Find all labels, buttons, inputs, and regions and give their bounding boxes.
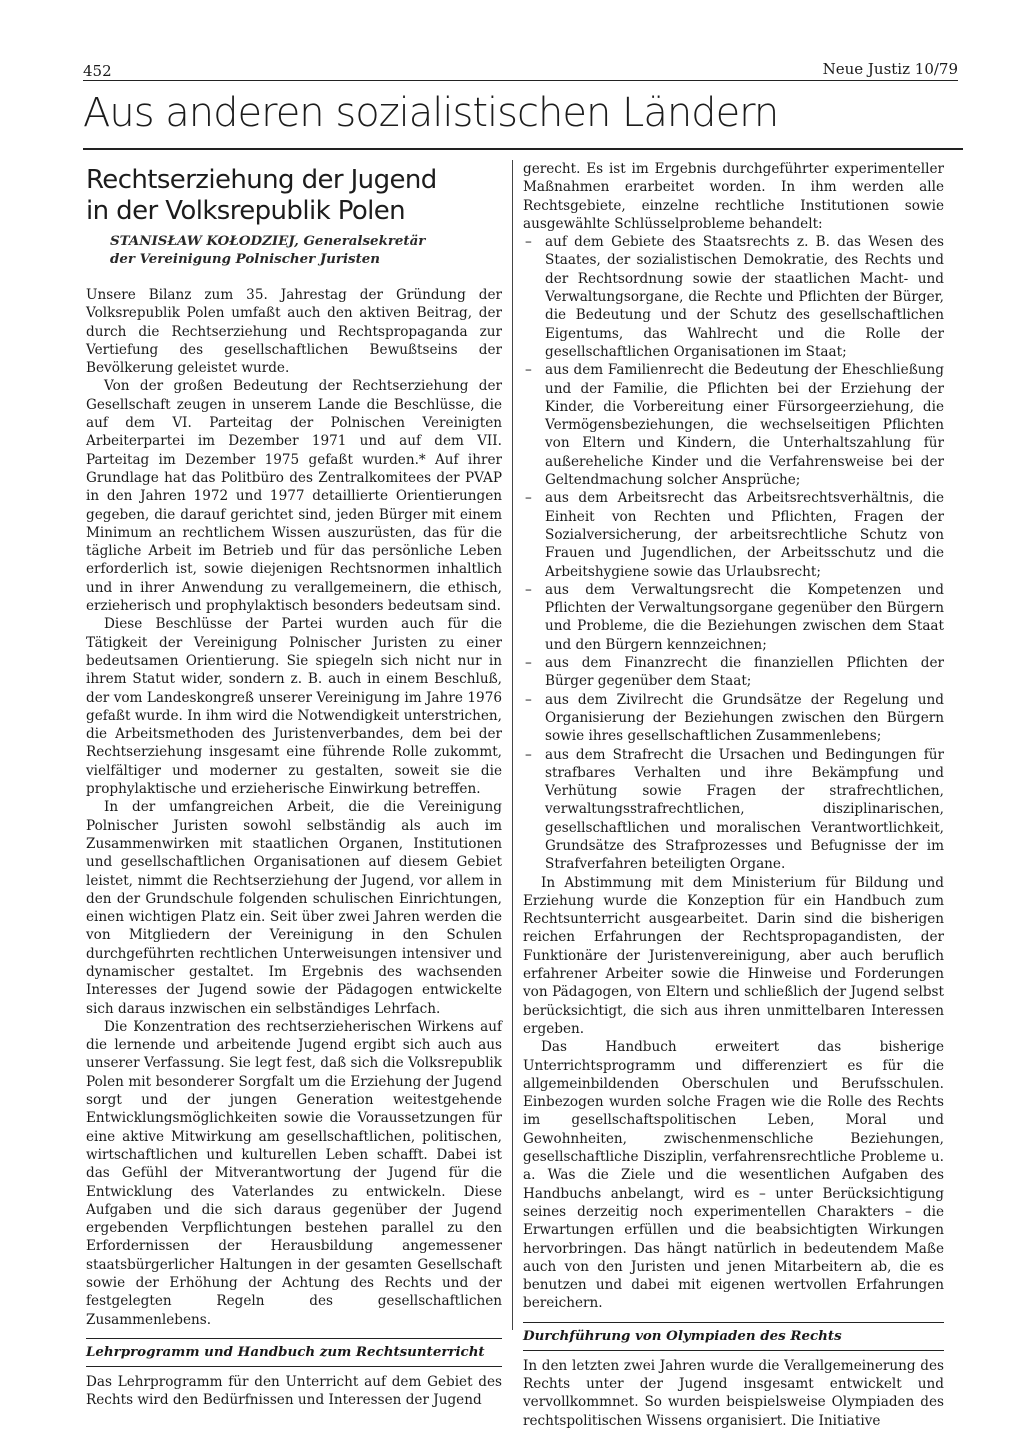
list-item: – aus dem Zivilrecht die Grundsätze der Regelung und Organisierung der Beziehungen zwischen den Bürgern sowie ihres gesellschaftlichen Zusammenlebens;: [523, 691, 944, 746]
author-byline: [110, 232, 500, 268]
list-item: – aus dem Verwaltungsrecht die Kompetenzen und Pflichten der Verwaltungsorgane gegenüber den Bürgern und Probleme, die die Beziehungen zwischen dem Staat und den Bürgern kennzeichnen;: [523, 581, 944, 654]
page-number: 452: [83, 62, 112, 80]
paragraph: Unsere Bilanz zum 35. Jahrestag der Gründung der Volksrepublik Polen umfaßt auch den aktiven Beitrag, der durch die Rechtserziehung und Rechtspropaganda zur Vertiefung des gesellschaftlichen Bewußtseins der Bevölkerung geleistet wurde.: [86, 287, 502, 377]
list-item: – aus dem Arbeitsrecht das Arbeitsrechtsverhältnis, die Einheit von Rechten und Pflichten, Fragen der Sozialversicherung, der arbeitsrechtliche Schutz von Frauen und Jugendlichen, der Arbeitsschutz und die Arbeitshygiene sowie das Urlaubsrecht;: [523, 489, 944, 580]
left-column: [86, 286, 502, 1410]
paragraph: Diese Beschlüsse der Partei wurden auch für die Tätigkeit der Vereinigung Polnischer Juristen zu einer bedeutsamen Orientierung. Sie spiegeln sich nicht nur in ihrem Statut wider, sondern z. B. auch in einem Beschluß, der vom Landeskongreß unserer Vereinigung im Jahre 1976 gefaßt wurde. In ihm wird die Notwendigkeit unterstrichen, die Arbeitsmethoden des Juristenverbandes, dem bei der Rechtserziehung insgesamt eine führende Rolle zukommt, vielfältiger und moderner zu gestalten, soweit sie die prophylaktische und erzieherische Einwirkung betreffen.: [86, 616, 502, 798]
article-title-line-1: Rechtserziehung der Jugend: [86, 165, 437, 195]
paragraph: Von der großen Bedeutung der Rechtserziehung der Gesellschaft zeugen in unserem Lande die Beschlüsse, die auf dem VI. Parteitag der Polnischen Vereinigten Arbeiterpartei im Dezember 1971 und auf dem VII. Parteitag im Dezember 1975 gefaßt wurden.* Auf ihrer Grundlage hat das Politbüro des Zentralkomitees der PVAP in den Jahren 1972 und 1977 detaillierte Orientierungen gegeben, die darauf gerichtet sind, jeden Bürger mit einem Minimum an rechtlichem Wissen auszurüsten, das für die tägliche Arbeit im Betrieb und für das persönliche Leben erforderlich ist, sowie diejenigen Rechtsnormen inhaltlich und in ihrer Anwendung zu verallgemeinern, die ethisch, erzieherisch und prophylaktisch besonders bedeutsam sind.: [86, 378, 502, 615]
paragraph: Das Handbuch erweitert das bisherige Unterrichtsprogramm und differenziert es für die allgemeinbildenden Oberschulen und Berufsschulen. Einbezogen wurden solche Fragen wie die Rolle des Rechts im gesellschaftspolitischen Leben, Moral und Gewohnheiten, zwischenmenschliche Beziehungen, gesellschaftliche Disziplin, verfahrensrechtliche Probleme u. a. Was die Ziele und die wesentlichen Aufgaben des Handbuchs anbelangt, wird es – unter Berücksichtigung seines derzeitig noch experimentellen Charakters – die Erwartungen erfüllen und die beabsichtigten Wirkungen hervorbringen. Das hängt natürlich in bedeutendem Maße auch von den Juristen und jenen Mitarbeitern ab, die es benutzen und dabei mit eigenen wertvollen Erfahrungen bereichern.: [523, 1039, 944, 1312]
author-name: STANISŁAW KOŁODZIEJ, Generalsekretär: [110, 233, 426, 249]
paragraph: Die Konzentration des rechtserzieherischen Wirkens auf die lernende und arbeitende Jugend ergibt sich auch aus unserer Verfassung. Sie legt fest, daß sich die Volksrepublik Polen mit besonderer Sorgfalt um die Erziehung der Jugend sorgt und der jungen Generation weitestgehende Entwicklungsmöglichkeiten sowie die Voraussetzungen für eine aktive Mitwirkung am gesellschaftlichen, politischen, wirtschaftlichen und kulturellen Leben schafft. Dabei ist das Gefühl der Mitverantwortung der Jugend für die Entwicklung des Vaterlandes zu entwickeln. Diese Aufgaben und die sich daraus gegenüber der Jugend ergebenden Verpflichtungen bestehen parallel zu den Erfordernissen der Herausbildung angemessener staatsbürgerlicher Haltungen in der gesamten Gesellschaft sowie der Erhöhung der Achtung des Rechts und der festgelegten Regeln des gesellschaftlichen Zusammenlebens.: [86, 1018, 502, 1328]
author-affiliation: der Vereinigung Polnischer Juristen: [110, 251, 381, 267]
paragraph: In der umfangreichen Arbeit, die die Vereinigung Polnischer Juristen sowohl selbständig als auch im Zusammenwirken mit staatlichen Organen, Institutionen und gesellschaftlichen Organisationen auf diesem Gebiet leistet, nimmt die Rechtserziehung der Jugend, vor allem in den der Grundschule folgenden schulischen Einrichtungen, einen wichtigen Platz ein. Seit über zwei Jahren werden die von Mitgliedern der Vereinigung in den Schulen durchgeführten rechtlichen Unterweisungen intensiver und dynamischer gestaltet. Im Ergebnis des wachsenden Interesses der Jugend sowie der Pädagogen entwickelte sich daraus inzwischen ein selbständiges Lehrfach.: [86, 799, 502, 1017]
subhead-olympiaden: Durchführung von Olympiaden des Rechts: [523, 1322, 944, 1351]
header-rule: [83, 80, 958, 81]
topic-list: [523, 233, 944, 873]
journal-issue: Neue Justiz 10/79: [822, 60, 958, 78]
section-title-rule: [83, 148, 963, 150]
paragraph: In den letzten zwei Jahren wurde die Verallgemeinerung des Rechts unter der Jugend insgesamt entwickelt und vervollkommnet. So wurden beispielsweise Olympiaden des rechtspolitischen Wissens organisiert. Die Initiative: [523, 1357, 944, 1429]
paragraph: Das Lehrprogramm für den Unterricht auf dem Gebiet des Rechts wird den Bedürfnissen und Interessen der Jugend: [86, 1373, 502, 1409]
list-item: – aus dem Strafrecht die Ursachen und Bedingungen für strafbares Verhalten und ihre Bekämpfung und Verhütung sowie Fragen der strafrechtlichen, verwaltungsstrafrechtlichen, disziplinarischen, gesellschaftlichen und moralischen Verantwortlichkeit, Grundsätze des Strafprozesses und Befugnisse der im Strafverfahren beteiligten Organe.: [523, 746, 944, 874]
article-title: [86, 165, 506, 227]
section-title: Aus anderen sozialistischen Ländern: [83, 90, 779, 136]
list-item: – aus dem Familienrecht die Bedeutung der Eheschließung und der Familie, die Pflichten bei der Erziehung der Kinder, die Vorbereitung einer Fürsorgeerziehung, die Vermögensbeziehungen, die wechselseitigen Pflichten von Eltern und Kindern, die Unterhaltszahlung für außereheliche Kinder und die Verfahrensweise bei der Geltendmachung solcher Ansprüche;: [523, 361, 944, 489]
list-item: – auf dem Gebiete des Staatsrechts z. B. das Wesen des Staates, der sozialistischen Demokratie, des Rechts und der Rechtsordnung sowie der staatlichen Macht- und Verwaltungsorgane, die Rechte und Pflichten der Bürger, die Bedeutung und der Schutz des gesellschaftlichen Eigentums, das Wahlrecht und die Rolle der gesellschaftlichen Organisationen im Staat;: [523, 233, 944, 361]
paragraph: gerecht. Es ist im Ergebnis durchgeführter experimenteller Maßnahmen erarbeitet worden. In ihm werden alle Rechtsgebiete, einzelne rechtliche Institutionen sowie ausgewählte Schlüsselprobleme behandelt:: [523, 161, 944, 232]
column-divider: [512, 160, 513, 1330]
list-item: – aus dem Finanzrecht die finanziellen Pflichten der Bürger gegenüber dem Staat;: [523, 654, 944, 691]
paragraph: In Abstimmung mit dem Ministerium für Bildung und Erziehung wurde die Konzeption für ein Handbuch zum Rechtsunterricht ausgearbeitet. Darin sind die bisherigen reichen Erfahrungen der Rechtspropagandisten, der Funktionäre der Juristenvereinigung, aber auch beruflich erfahrener Arbeiter sowie die Hinweise und Forderungen von Pädagogen, von Eltern und schließlich der Jugend selbst berücksichtigt, die sich aus ihren unmittelbaren Interessen ergeben.: [523, 874, 944, 1037]
right-column: [523, 160, 944, 1430]
subhead-lehrprogramm: Lehrprogramm und Handbuch zum Rechtsunterricht: [86, 1338, 502, 1367]
article-title-line-2: in der Volksrepublik Polen: [86, 196, 406, 226]
